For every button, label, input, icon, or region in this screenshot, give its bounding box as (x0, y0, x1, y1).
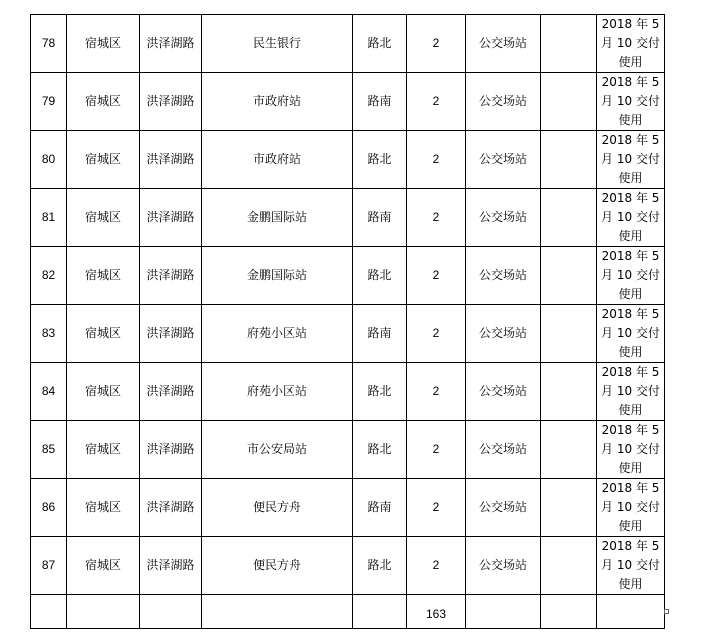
road-cell: 洪泽湖路 (140, 479, 202, 537)
table-row (31, 189, 665, 247)
note-line: 月 10 交付 (601, 442, 660, 456)
count-cell: 2 (407, 131, 466, 189)
note-cell (597, 131, 665, 189)
extra-cell (541, 363, 597, 421)
note-line: 2018 年 5 (601, 423, 660, 437)
note-line: 月 10 交付 (601, 268, 660, 282)
district-cell: 宿城区 (67, 73, 140, 131)
note-cell (597, 247, 665, 305)
note-line: 月 10 交付 (601, 384, 660, 398)
extra-cell (541, 247, 597, 305)
note-line: 2018 年 5 (601, 191, 660, 205)
count-cell: 2 (407, 537, 466, 595)
side-cell: 路北 (353, 537, 407, 595)
note-cell (597, 189, 665, 247)
note-line: 2018 年 5 (601, 539, 660, 553)
note-line: 月 10 交付 (601, 210, 660, 224)
station-cell: 民生银行 (202, 15, 353, 73)
side-cell: 路南 (353, 479, 407, 537)
total-empty-cell (541, 595, 597, 629)
total-empty-cell (353, 595, 407, 629)
road-cell: 洪泽湖路 (140, 131, 202, 189)
district-cell: 宿城区 (67, 131, 140, 189)
note-line: 2018 年 5 (601, 75, 660, 89)
note-line: 使用 (618, 287, 643, 301)
row-number-cell: 87 (31, 537, 67, 595)
extra-cell (541, 537, 597, 595)
note-line: 2018 年 5 (601, 481, 660, 495)
note-line: 月 10 交付 (601, 326, 660, 340)
note-line: 使用 (618, 113, 643, 127)
type-cell: 公交场站 (466, 131, 541, 189)
table-row (31, 537, 665, 595)
table-body (31, 15, 665, 629)
row-number-cell: 82 (31, 247, 67, 305)
note-line: 2018 年 5 (601, 365, 660, 379)
station-cell: 市政府站 (202, 73, 353, 131)
road-cell: 洪泽湖路 (140, 189, 202, 247)
note-line: 使用 (618, 171, 643, 185)
station-cell: 府苑小区站 (202, 305, 353, 363)
total-count: 163 (407, 595, 466, 629)
total-empty-cell (31, 595, 67, 629)
district-cell: 宿城区 (67, 537, 140, 595)
note-line: 使用 (618, 345, 643, 359)
note-line: 月 10 交付 (601, 500, 660, 514)
total-empty-cell (202, 595, 353, 629)
paragraph-end-mark (664, 609, 669, 614)
note-line: 月 10 交付 (601, 558, 660, 572)
row-number-cell: 81 (31, 189, 67, 247)
count-cell: 2 (407, 363, 466, 421)
extra-cell (541, 421, 597, 479)
road-cell: 洪泽湖路 (140, 537, 202, 595)
table-row (31, 247, 665, 305)
row-number-cell: 84 (31, 363, 67, 421)
note-line: 使用 (618, 577, 643, 591)
type-cell: 公交场站 (466, 73, 541, 131)
type-cell: 公交场站 (466, 421, 541, 479)
row-number-cell: 79 (31, 73, 67, 131)
side-cell: 路北 (353, 131, 407, 189)
note-line: 月 10 交付 (601, 94, 660, 108)
note-cell (597, 15, 665, 73)
count-cell: 2 (407, 247, 466, 305)
total-row (31, 595, 665, 629)
total-empty-cell (597, 595, 665, 629)
extra-cell (541, 479, 597, 537)
type-cell: 公交场站 (466, 189, 541, 247)
table-row (31, 15, 665, 73)
row-number-cell: 78 (31, 15, 67, 73)
type-cell: 公交场站 (466, 537, 541, 595)
station-table (30, 14, 665, 629)
note-line: 月 10 交付 (601, 152, 660, 166)
total-empty-cell (67, 595, 140, 629)
note-line: 月 10 交付 (601, 36, 660, 50)
road-cell: 洪泽湖路 (140, 73, 202, 131)
note-cell (597, 479, 665, 537)
station-cell: 金鹏国际站 (202, 189, 353, 247)
note-line: 2018 年 5 (601, 249, 660, 263)
side-cell: 路北 (353, 247, 407, 305)
station-cell: 府苑小区站 (202, 363, 353, 421)
road-cell: 洪泽湖路 (140, 363, 202, 421)
side-cell: 路北 (353, 15, 407, 73)
side-cell: 路南 (353, 189, 407, 247)
row-number-cell: 80 (31, 131, 67, 189)
station-cell: 便民方舟 (202, 537, 353, 595)
type-cell: 公交场站 (466, 363, 541, 421)
note-cell (597, 537, 665, 595)
note-cell (597, 421, 665, 479)
note-line: 使用 (618, 461, 643, 475)
table-row (31, 363, 665, 421)
side-cell: 路北 (353, 363, 407, 421)
note-line: 2018 年 5 (601, 133, 660, 147)
station-cell: 市公安局站 (202, 421, 353, 479)
district-cell: 宿城区 (67, 189, 140, 247)
road-cell: 洪泽湖路 (140, 305, 202, 363)
note-line: 使用 (618, 403, 643, 417)
district-cell: 宿城区 (67, 305, 140, 363)
side-cell: 路南 (353, 305, 407, 363)
count-cell: 2 (407, 479, 466, 537)
table-row (31, 479, 665, 537)
station-cell: 便民方舟 (202, 479, 353, 537)
count-cell: 2 (407, 15, 466, 73)
side-cell: 路南 (353, 73, 407, 131)
table-row (31, 73, 665, 131)
note-cell (597, 305, 665, 363)
row-number-cell: 85 (31, 421, 67, 479)
note-cell (597, 363, 665, 421)
total-empty-cell (466, 595, 541, 629)
note-cell (597, 73, 665, 131)
road-cell: 洪泽湖路 (140, 247, 202, 305)
station-cell: 金鹏国际站 (202, 247, 353, 305)
extra-cell (541, 73, 597, 131)
table-row (31, 421, 665, 479)
district-cell: 宿城区 (67, 247, 140, 305)
count-cell: 2 (407, 189, 466, 247)
type-cell: 公交场站 (466, 15, 541, 73)
extra-cell (541, 15, 597, 73)
note-line: 使用 (618, 519, 643, 533)
district-cell: 宿城区 (67, 363, 140, 421)
district-cell: 宿城区 (67, 15, 140, 73)
row-number-cell: 86 (31, 479, 67, 537)
note-line: 2018 年 5 (601, 307, 660, 321)
note-line: 使用 (618, 55, 643, 69)
district-cell: 宿城区 (67, 479, 140, 537)
table-row (31, 131, 665, 189)
type-cell: 公交场站 (466, 247, 541, 305)
note-line: 2018 年 5 (601, 17, 660, 31)
extra-cell (541, 189, 597, 247)
row-number-cell: 83 (31, 305, 67, 363)
road-cell: 洪泽湖路 (140, 15, 202, 73)
total-empty-cell (140, 595, 202, 629)
type-cell: 公交场站 (466, 305, 541, 363)
extra-cell (541, 131, 597, 189)
side-cell: 路北 (353, 421, 407, 479)
count-cell: 2 (407, 73, 466, 131)
note-line: 使用 (618, 229, 643, 243)
count-cell: 2 (407, 305, 466, 363)
table-row (31, 305, 665, 363)
count-cell: 2 (407, 421, 466, 479)
district-cell: 宿城区 (67, 421, 140, 479)
type-cell: 公交场站 (466, 479, 541, 537)
station-cell: 市政府站 (202, 131, 353, 189)
road-cell: 洪泽湖路 (140, 421, 202, 479)
extra-cell (541, 305, 597, 363)
